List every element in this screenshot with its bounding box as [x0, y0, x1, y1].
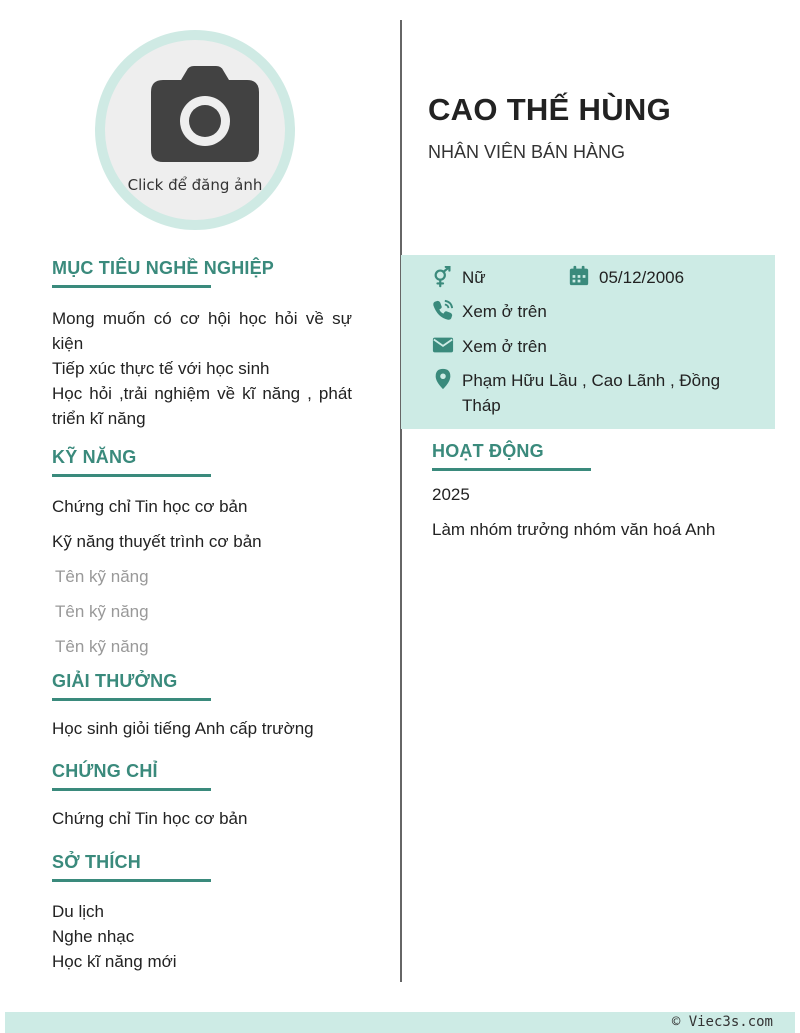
title-underline: [52, 285, 211, 288]
footer-bar: [5, 1012, 795, 1033]
gender-icon: [432, 266, 454, 288]
phone-icon: [432, 299, 454, 321]
objective-line: Tiếp xúc thực tế với học sinh: [52, 359, 270, 378]
section-awards: [52, 671, 352, 746]
certificate-item: Chứng chỉ Tin học cơ bản: [52, 809, 248, 828]
section-activities: [432, 441, 772, 547]
section-title-objective: MỤC TIÊU NGHỀ NGHIỆP: [52, 258, 275, 278]
section-title-skills: KỸ NĂNG: [52, 447, 137, 467]
hobby-item: Du lịch: [52, 902, 104, 921]
skill-placeholder[interactable]: Tên kỹ năng: [55, 567, 149, 586]
section-title-activities: HOẠT ĐỘNG: [432, 441, 544, 461]
section-objective: [52, 258, 352, 431]
title-underline: [52, 474, 211, 477]
activity-description: Làm nhóm trưởng nhóm văn hoá Anh: [432, 520, 716, 539]
objective-line: Mong muốn có cơ hội học hỏi về sự kiện: [52, 309, 352, 353]
skill-placeholder[interactable]: Tên kỹ năng: [55, 602, 149, 621]
address-value: Phạm Hữu Lầu , Cao Lãnh , Đồng: [462, 371, 721, 390]
section-title-hobbies: SỞ THÍCH: [52, 852, 141, 872]
hobby-item: Học kĩ năng mới: [52, 952, 177, 971]
email-icon: [432, 334, 454, 356]
upload-photo-label: Click để đăng ảnh: [127, 176, 263, 194]
camera-icon: [151, 66, 259, 162]
address-value-continued: Tháp: [462, 396, 501, 415]
calendar-icon: [568, 265, 590, 287]
gender-value: Nữ: [462, 268, 486, 287]
title-underline: [52, 698, 211, 701]
title-underline: [52, 879, 211, 882]
section-skills: [52, 447, 352, 664]
contact-info-box: [401, 255, 775, 429]
award-item: Học sinh giỏi tiếng Anh cấp trường: [52, 719, 314, 738]
email-value: Xem ở trên: [462, 337, 547, 356]
copyright-text: © Viec3s.com: [671, 1014, 773, 1030]
activity-year: 2025: [432, 485, 470, 504]
objective-text: [52, 306, 352, 431]
skills-list: [52, 489, 352, 664]
avatar-placeholder: [105, 40, 285, 220]
objective-line: Học hỏi ,trải nghiệm về kĩ năng , phát triển kĩ năng: [52, 384, 352, 428]
hobbies-list: [52, 899, 352, 974]
birthday-value: 05/12/2006: [599, 268, 685, 287]
section-title-awards: GIẢI THƯỞNG: [52, 671, 178, 691]
hobby-item: Nghe nhạc: [52, 927, 135, 946]
skill-item: Kỹ năng thuyết trình cơ bản: [52, 532, 262, 551]
section-hobbies: [52, 852, 352, 974]
avatar-upload[interactable]: [95, 30, 295, 230]
job-title: NHÂN VIÊN BÁN HÀNG: [428, 142, 626, 162]
skill-placeholder[interactable]: Tên kỹ năng: [55, 637, 149, 656]
column-divider: [400, 20, 402, 982]
section-title-certificates: CHỨNG CHỈ: [52, 761, 158, 781]
title-underline: [52, 788, 211, 791]
skill-item: Chứng chỉ Tin học cơ bản: [52, 497, 248, 516]
title-underline: [432, 468, 591, 471]
section-certificates: [52, 761, 352, 836]
location-pin-icon: [432, 368, 454, 390]
phone-value: Xem ở trên: [462, 302, 547, 321]
full-name: CAO THẾ HÙNG: [428, 92, 671, 127]
